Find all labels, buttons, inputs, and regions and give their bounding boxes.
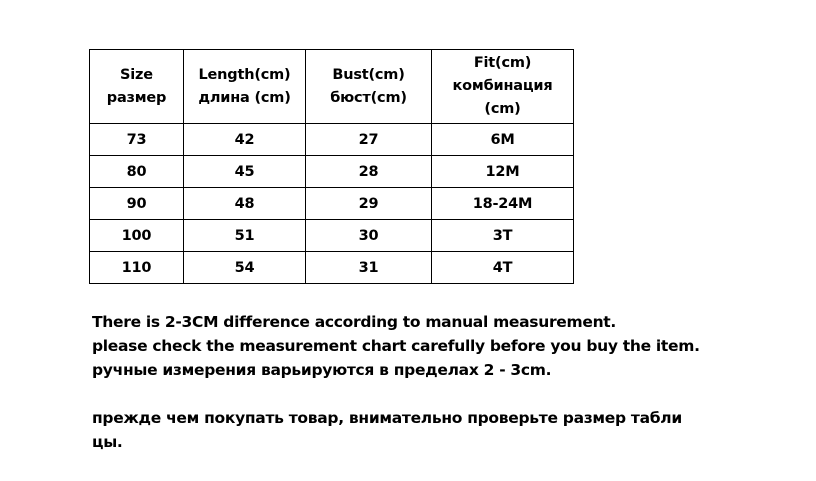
cell-bust: 31 xyxy=(306,252,432,284)
cell-bust: 30 xyxy=(306,220,432,252)
table-row xyxy=(90,252,574,284)
cell-bust: 28 xyxy=(306,156,432,188)
note-line-ru-check-cont: цы. xyxy=(92,433,123,451)
cell-length: 54 xyxy=(184,252,306,284)
note-line-difference: There is 2-3CM difference according to manual measurement. xyxy=(92,313,617,331)
cell-length: 42 xyxy=(184,124,306,156)
cell-size: 80 xyxy=(90,156,184,188)
cell-fit: 4T xyxy=(432,252,574,284)
cell-bust: 27 xyxy=(306,124,432,156)
header-length-en: Length(cm) xyxy=(198,66,291,83)
table-row xyxy=(90,188,574,220)
header-size-en: Size xyxy=(120,66,153,83)
header-fit-ru: комбинация xyxy=(452,78,553,94)
header-fit-unit: (cm) xyxy=(484,101,521,117)
note-line-ru-check: прежде чем покупать товар, внимательно проверьте размер табли xyxy=(92,409,682,427)
cell-bust: 29 xyxy=(306,188,432,220)
note-line-check-chart: please check the measurement chart carefully before you buy the item. xyxy=(92,337,700,355)
cell-fit: 6M xyxy=(432,124,574,156)
header-bust-en: Bust(cm) xyxy=(332,66,405,83)
table-header-row xyxy=(90,50,574,124)
header-fit xyxy=(432,50,574,124)
table-row xyxy=(90,156,574,188)
cell-length: 45 xyxy=(184,156,306,188)
header-bust-ru: бюст(cm) xyxy=(330,89,407,106)
note-line-ru-variation: ручные измерения варьируются в пределах 2 - 3cm. xyxy=(92,361,552,379)
header-size-ru: размер xyxy=(106,89,167,106)
cell-size: 110 xyxy=(90,252,184,284)
measurement-notes xyxy=(92,310,792,454)
size-chart-table xyxy=(89,49,574,284)
header-fit-en: Fit(cm) xyxy=(473,55,532,71)
table-row xyxy=(90,220,574,252)
note-spacer xyxy=(92,382,792,406)
header-length xyxy=(184,50,306,124)
cell-fit: 18-24M xyxy=(432,188,574,220)
cell-size: 90 xyxy=(90,188,184,220)
cell-size: 100 xyxy=(90,220,184,252)
cell-length: 48 xyxy=(184,188,306,220)
header-bust xyxy=(306,50,432,124)
cell-length: 51 xyxy=(184,220,306,252)
table-row xyxy=(90,124,574,156)
header-length-ru: длина (cm) xyxy=(198,89,291,106)
cell-fit: 12M xyxy=(432,156,574,188)
cell-size: 73 xyxy=(90,124,184,156)
cell-fit: 3T xyxy=(432,220,574,252)
header-size xyxy=(90,50,184,124)
